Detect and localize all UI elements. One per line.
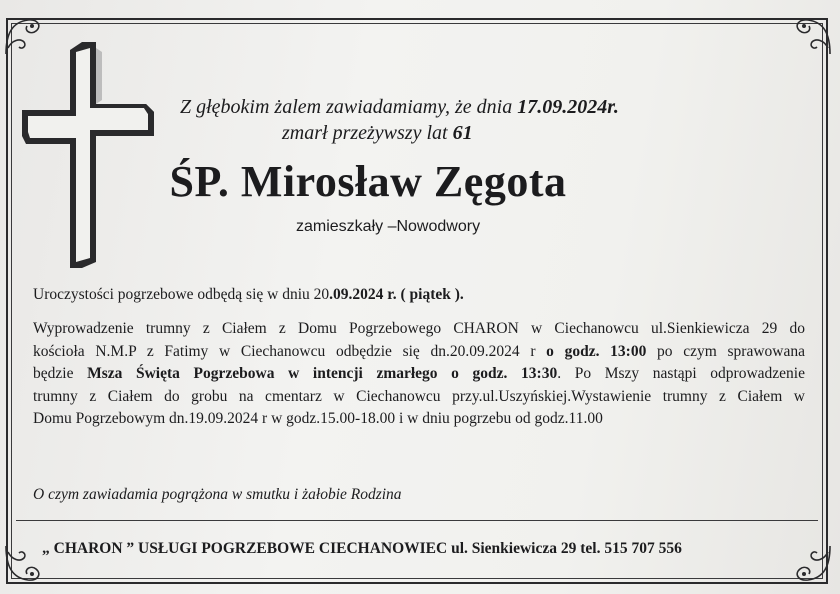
details-line: będzie Msza Święta Pogrzebowa w intencji zmarłego o godz. 13:30. Po Mszy nastąpi odprowadzenie <box>33 365 805 382</box>
deceased-name: ŚP. Mirosław Zęgota <box>169 157 567 206</box>
residence-line: zamieszkały –Nowodwory <box>296 218 481 235</box>
ceremony-date-line: Uroczystości pogrzebowe odbędą się w dniu 20.09.2024 r. ( piątek ). <box>33 286 464 303</box>
age-value: 61 <box>452 122 473 144</box>
footer-divider <box>16 520 818 521</box>
corner-ornament-icon <box>790 14 834 58</box>
details-line: kościoła N.M.P z Fatimy w Ciechanowcu odbędzie się dn.20.09.2024 r o godz. 13:00 po czym sprawowana <box>33 342 805 360</box>
closing-line: O czym zawiadamia pogrążona w smutku i żałobie Rodzina <box>33 486 402 503</box>
funeral-home-footer: „ CHARON ” USŁUGI POGRZEBOWE CIECHANOWIEC ul. Sienkiewicza 29 tel. 515 707 556 <box>42 540 682 557</box>
announcement-line: Z głębokim żalem zawiadamiamy, że dnia 17.09.2024r. <box>180 96 619 118</box>
cross-icon <box>20 40 160 270</box>
corner-ornament-icon <box>2 542 46 586</box>
details-line: trumny z Ciałem do grobu na cmentarz w Ciechanowcu przy.ul.Uszyńskiej.Wystawienie trumny z Ciałem w <box>33 387 805 405</box>
death-date: 17.09.2024r. <box>517 96 619 118</box>
corner-ornament-icon <box>790 542 834 586</box>
age-line: zmarł przeżywszy lat 61 <box>282 122 473 144</box>
details-line: Domu Pogrzebowym dn.19.09.2024 r w godz.15.00-18.00 i w dniu pogrzebu od godz.11.00 <box>33 410 603 427</box>
details-line: Wyprowadzenie trumny z Ciałem z Domu Pogrzebowego CHARON w Ciechanowcu ul.Sienkiewicza 29 do <box>33 320 805 337</box>
funeral-details <box>33 318 805 431</box>
